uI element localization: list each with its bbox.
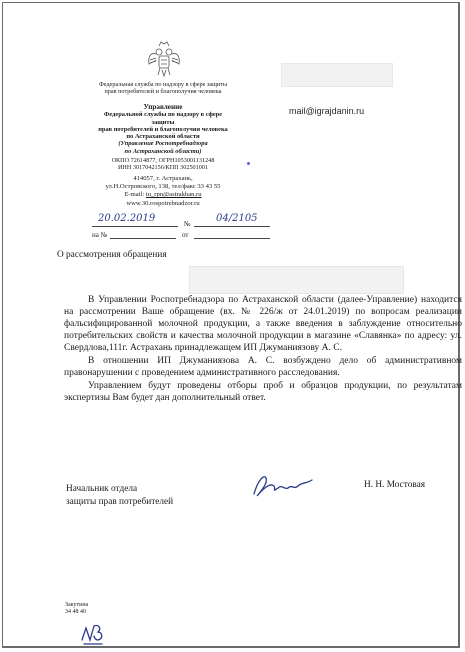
dept-short: по Астраханской области) <box>124 147 202 155</box>
reference-prefix: на № <box>92 231 108 239</box>
address-line: 414057, г. Астрахань, <box>133 175 193 182</box>
email-label: E-mail: <box>124 191 145 199</box>
position-line: Начальник отдела <box>66 484 138 494</box>
subject-line: О рассмотрения обращения <box>57 250 167 260</box>
dept-line: прав потребителей и благополучия человека <box>98 125 228 133</box>
reference-row <box>92 230 270 242</box>
address-block <box>92 175 234 208</box>
website-line: www.30.rospotrebnadzor.ru <box>126 199 200 207</box>
handwritten-initials <box>78 618 108 648</box>
handwritten-signature <box>248 470 318 500</box>
executor-phone: 34 48 40 <box>65 609 86 615</box>
signatory-name: Н. Н. Мостовая <box>364 480 426 490</box>
org-line: Федеральная служба по надзору в сфере защиты <box>98 81 228 88</box>
address-line: ул.Н.Островского, 138, тел/факс 33 43 55 <box>105 183 221 191</box>
handwritten-date: 20.02.2019 <box>98 213 156 224</box>
dept-title: Управление <box>143 103 183 111</box>
dept-short: (Управление Роспотребнадзора <box>118 140 208 148</box>
executor-name: Закутина <box>65 602 89 608</box>
redacted-addressee <box>189 266 404 294</box>
letter-body <box>64 294 462 404</box>
handwritten-number: 04/2105 <box>216 213 258 224</box>
body-paragraph: В Управлении Роспотребнадзора по Астраханской области (далее-Управление) находится на рассмотрении Ваше обращение (вх. № 226/ж от 24.01.2019) по вопросам реализации фальсифицированной молочной продукции, а также введения в заблуждение относительно потребительских свойств и качества молочной продукции в магазине «Славянка» по адресу: ул. Свердлова,111г. Астрахань принадлежащем ИП Джуманиязову А. С. <box>64 295 462 353</box>
reference-date-line <box>194 238 270 239</box>
redacted-recipient <box>281 63 393 87</box>
department-block <box>92 104 234 155</box>
recipient-email: mail@igrajdanin.ru <box>289 106 365 116</box>
date-line <box>92 226 178 227</box>
dept-line: Федеральной службы по надзору в сфере защиты <box>103 111 223 126</box>
body-paragraph: В отношении ИП Джуманиязова А. С. возбуждено дело об административном правонарушении с проведением административного расследования. <box>64 356 462 378</box>
signatory-position <box>66 483 173 508</box>
reference-from-label: от <box>182 231 189 239</box>
codes-block <box>92 157 234 171</box>
codes-line: ИНН 3017042156/КПП 302501001 <box>117 164 209 172</box>
executor-block <box>65 602 88 616</box>
position-line: защиты прав потребителей <box>66 496 174 507</box>
number-label: № <box>184 220 191 228</box>
emblem-icon <box>146 40 182 80</box>
reference-number-line <box>110 238 176 239</box>
org-name <box>92 81 234 95</box>
body-paragraph: Управлением будут проведены отборы проб и образцов продукции, по результатам экспертизы Вам будет дан дополнительный ответ. <box>64 381 462 403</box>
email-line <box>92 191 234 199</box>
codes-line: ОКПО 72614877, ОГРН1053001131248 <box>111 157 215 164</box>
org-line: прав потребителей и благополучия человека <box>104 88 222 96</box>
number-line <box>194 226 270 227</box>
dot-mark <box>247 162 250 165</box>
sender-email-link[interactable]: tu_rpn@astrakhan.ru <box>145 191 202 199</box>
dept-line: по Астраханской области <box>126 133 200 141</box>
